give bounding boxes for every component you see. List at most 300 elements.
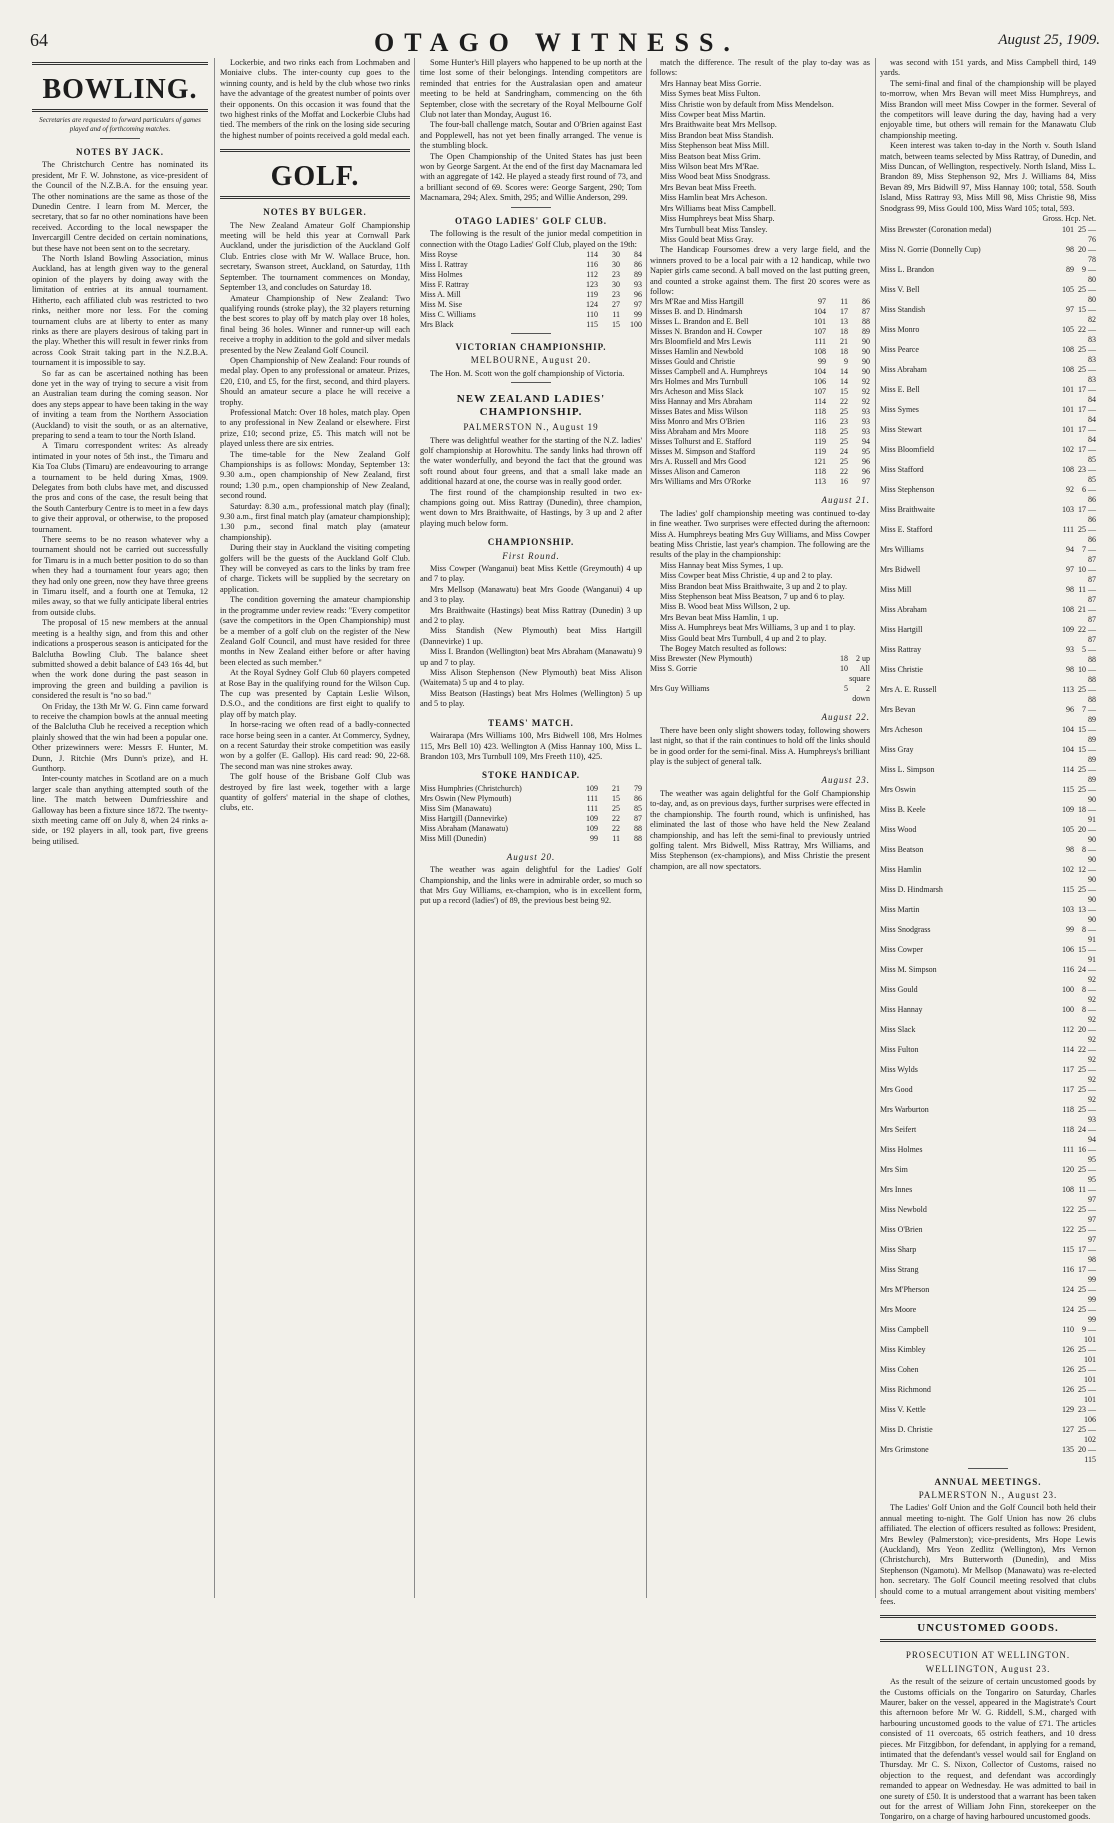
table-cell-name: Miss F. Rattray (420, 279, 469, 289)
table-cell-value: 25 — 92 (1078, 1064, 1096, 1084)
table-cell-value: 8 — 92 (1082, 1004, 1096, 1024)
bogey-head: The Bogey Match resulted as follows: (660, 644, 787, 654)
table-cell-value: 17 — 86 (1078, 504, 1096, 524)
table-row (650, 357, 870, 367)
table-row (880, 1165, 1096, 1185)
table-cell-value: 101 (1062, 404, 1074, 414)
table-cell-value: 98 (1066, 844, 1074, 854)
table-cell-value: 30 (612, 249, 620, 259)
table-cell-value: 97 (1066, 304, 1074, 314)
column-divider (646, 58, 647, 1598)
table-cell-name: Miss Cohen (880, 1364, 919, 1374)
table-row (650, 327, 870, 337)
aug23-dateline: August 23. (821, 775, 870, 786)
annual-meetings-head: ANNUAL MEETINGS. (934, 1476, 1042, 1487)
results-intro: match the difference. The result of the play to-day was as follows: (650, 58, 870, 78)
table-cell-value: 17 — 85 (1078, 444, 1096, 464)
table-cell-value: 25 (612, 803, 620, 813)
table-cell-value: 30 (612, 279, 620, 289)
table-cell-value: 115 (1062, 884, 1074, 894)
first-round-head: First Round. (502, 550, 560, 561)
table-cell-value: 109 (586, 823, 598, 833)
table-cell-value: 108 (1062, 604, 1074, 614)
paragraph: Miss Brandon beat Miss Braithwaite, 3 up and 2 to play. (660, 581, 848, 591)
table-cell-name: Mrs Oswin (New Plymouth) (420, 793, 512, 803)
column-golf (220, 58, 410, 1598)
table-cell-name: Miss Holmes (880, 1144, 923, 1154)
paragraph: Miss Cowper beat Miss Martin. (660, 110, 766, 120)
table-cell-value: 25 — 88 (1078, 684, 1096, 704)
paragraph: Miss Alison Stephenson (New Plymouth) beat Miss Alison (Waitemata) 5 up and 4 to play. (420, 668, 642, 688)
table-cell-name: Mrs Moore (880, 1304, 917, 1314)
victorian-dateline: MELBOURNE, August 20. (470, 355, 592, 366)
table-cell-name: Misses N. Brandon and H. Cowper (650, 327, 763, 337)
table-cell-name: Miss Gray (880, 744, 914, 754)
paragraph: Keen interest was taken to-day in the North v. South Island match, between teams selected by Miss Rattray, of Dunedin, and Miss Duncan, of Wellington, respectively. North Island, Miss L. Brandon 89, Miss Stephenson 92, Mrs J. Williams 84, Miss Bevan 89, Mrs Bidwill 97, Miss Hannay 100; total, 558. South Island, Miss Rattray 93, Miss Mill 98, Miss Christie 98, Miss Snodgrass 99, Miss Gould 100, Miss Ward 105; total, 593. (880, 141, 1096, 213)
paragraph: Mrs Turnbull beat Miss Tansley. (660, 224, 768, 234)
col5-intro: was second with 151 yards, and Miss Campbell third, 149 yards. (880, 58, 1096, 78)
table-cell-value: 123 (586, 279, 598, 289)
table-row (880, 1365, 1096, 1385)
table-cell-name: Miss Kimbley (880, 1344, 926, 1354)
section-title-bowling: BOWLING. (42, 74, 198, 105)
table-cell-value: 18 (840, 654, 848, 664)
table-cell-value: 2 up (856, 654, 870, 664)
table-row (880, 785, 1096, 805)
divider (511, 207, 551, 208)
table-cell-name: Miss Abraham (880, 364, 927, 374)
table-cell-name: Misses Hamlin and Newbold (650, 347, 744, 357)
paragraph: Miss Gould beat Mrs Turnbull, 4 up and 2 to play. (660, 633, 827, 643)
table-cell-name: Miss V. Kettle (880, 1404, 926, 1414)
table-cell-value: 21 (840, 337, 848, 347)
table-cell-value: 17 — 84 (1078, 404, 1096, 424)
table-cell-value: 104 (814, 367, 826, 377)
table-row (650, 664, 870, 684)
aug20-dateline: August 20. (506, 851, 556, 862)
results-list (650, 79, 870, 246)
table-row (880, 645, 1096, 665)
masthead (0, 0, 1114, 60)
table-cell-value: 14 (840, 367, 848, 377)
table-cell-value: 25 — 97 (1078, 1224, 1096, 1244)
bowling-article (32, 160, 208, 847)
table-cell-name: Miss L. Brandon (880, 264, 934, 274)
table-row (880, 405, 1096, 425)
paragraph: In horse-racing we often read of a badly-connected race horse being seen in a canter. At Commercy, Sydney, on a recent Saturday their stroke competition was easily won by a golfer (E. Gallop). His card read: 90, 22-68. The second man was nine strokes away. (220, 720, 410, 771)
table-cell-name: Mrs Guy Williams (650, 684, 710, 694)
customs-text: As the result of the seizure of certain uncustomed goods by the Customs officials on the Tongariro on Saturday, Charles Maurer, baker on the vessel, appeared in the Magistrate's Court this afternoon before Mr W. G. Riddell, S.M., charged with harbouring uncustomed goods to the value of £71. The articles consisted of 11 overcoats, 65 ostrich feathers, and 10 dress pieces. Mr Fitzgibbon, for defendant, in applying for a remand, intimated that the defendant's vessel would sail for England on Thursday. Mr C. S. Nixon, Collector of Customs, raised no objection to the request, and defendant was accordingly remanded to appear on Wednesday. He was admitted to bail in one surety of £50. It is understood that a warrant has been taken out for the arrest of William John Finn, storekeeper on the Tongariro, on a charge of having harboured uncustomed goods. (880, 1677, 1096, 1822)
table-row (420, 290, 642, 300)
table-row (650, 397, 870, 407)
paragraph: Mrs Hannay beat Miss Gorrie. (660, 78, 762, 88)
table-row (650, 417, 870, 427)
table-cell-value: 115 (586, 319, 598, 329)
table-cell-value: 114 (586, 249, 598, 259)
table-cell-value: 25 — 99 (1078, 1304, 1096, 1324)
table-cell-value: 114 (1062, 764, 1074, 774)
paragraph: Miss Cowper beat Miss Christie, 4 up and 2 to play. (660, 571, 833, 581)
aug21-text: The ladies' golf championship meeting was continued to-day in fine weather. Two surprises were effected during the afternoon: Miss A. Humphreys beating Mrs Guy Williams, and Miss Cowper beating Miss Christie, last year's champion. The following are the results of the play in the championship: (650, 508, 870, 560)
table-cell-value: 11 — 97 (1078, 1184, 1096, 1204)
table-cell-value: 25 — 99 (1078, 1284, 1096, 1304)
table-row (880, 1325, 1096, 1345)
golf-article (220, 221, 410, 814)
paragraph: Mrs Braithwaite (Hastings) beat Miss Rattray (Dunedin) 3 up and 2 to play. (420, 605, 642, 626)
table-row (650, 447, 870, 457)
table-cell-value: 93 (862, 417, 870, 427)
table-cell-name: Miss Hamlin (880, 864, 922, 874)
table-cell-name: Mrs Acheson (880, 724, 923, 734)
table-cell-value: 96 (862, 457, 870, 467)
table-cell-value: 15 — 89 (1078, 744, 1096, 764)
table-cell-name: Miss Sharp (880, 1244, 917, 1254)
newspaper-title: OTAGO WITNESS. (374, 28, 740, 57)
table-cell-value: 97 (862, 477, 870, 487)
page-number: 64 (30, 30, 48, 50)
table-cell-value: 119 (814, 447, 826, 457)
table-row (880, 1445, 1096, 1465)
table-cell-name: Miss Newbold (880, 1204, 927, 1214)
table-row (420, 824, 642, 834)
table-cell-name: Miss A. Mill (420, 289, 461, 299)
table-cell-value: 118 (814, 427, 826, 437)
table-cell-value: 108 (1062, 344, 1074, 354)
table-cell-name: Miss Wood (880, 824, 917, 834)
table-cell-value: 104 (1062, 724, 1074, 734)
table-cell-value: 97 (818, 297, 826, 307)
table-row (880, 1305, 1096, 1325)
table-cell-value: 22 (840, 397, 848, 407)
table-cell-name: Miss Braithwaite (880, 504, 935, 514)
table-cell-value: 88 (634, 833, 642, 843)
table-cell-name: Mrs Grimstone (880, 1444, 929, 1454)
table-cell-value: 21 (612, 783, 620, 793)
table-row (880, 1125, 1096, 1145)
table-cell-value: 92 (862, 397, 870, 407)
table-cell-value: 118 (1062, 1104, 1074, 1114)
table-row (880, 1245, 1096, 1265)
table-cell-name: Miss D. Christie (880, 1424, 933, 1434)
table-cell-value: 89 (634, 269, 642, 279)
table-cell-value: 17 — 98 (1078, 1244, 1096, 1264)
table-row (420, 260, 642, 270)
table-cell-value: 101 (1062, 384, 1074, 394)
table-cell-name: Miss Snodgrass (880, 924, 931, 934)
table-cell-value: 96 (634, 289, 642, 299)
table-row (880, 945, 1096, 965)
table-cell-name: Mrs Acheson and Miss Slack (650, 387, 744, 397)
table-cell-name: Mrs Sim (880, 1164, 908, 1174)
subhead-notes-by-bulger: NOTES BY BULGER. (263, 207, 367, 218)
table-cell-value: 105 (1062, 824, 1074, 834)
table-row (880, 1345, 1096, 1365)
annual-dateline: PALMERSTON N., August 23. (918, 1489, 1058, 1500)
table-cell-name: Miss Monro (880, 324, 920, 334)
table-cell-name: Miss Hartgill (880, 624, 923, 634)
table-cell-value: 114 (814, 397, 826, 407)
table-row (880, 725, 1096, 745)
table-row (880, 1385, 1096, 1405)
table-cell-value: 103 (1062, 504, 1074, 514)
table-cell-value: 97 (1066, 564, 1074, 574)
table-cell-value: All square (849, 664, 870, 684)
table-cell-value: 8 — 91 (1082, 924, 1096, 944)
table-row (650, 317, 870, 327)
table-cell-name: Miss Fulton (880, 1044, 919, 1054)
table-row (420, 794, 642, 804)
paragraph: A Timaru correspondent writes: As already intimated in your notes of 5th inst., the Timaru and Kia Toa Clubs (Timaru) are endeavouring to arrange a tournament to be held during Xmas, 1909. Delegates from both clubs have met, and discussed the pros and cons of the case, the result being that the South Canterbury Centre is to meet in a few days to give their approval, or otherwise, to the proposed tournament. (32, 441, 208, 534)
table-row (650, 477, 870, 487)
table-cell-value: 118 (814, 407, 826, 417)
table-cell-value: 116 (586, 259, 598, 269)
table-cell-value: 25 — 76 (1078, 224, 1096, 244)
table-cell-value: 15 — 89 (1078, 724, 1096, 744)
medal-table (880, 225, 1096, 1465)
table-cell-value: 117 (1062, 1084, 1074, 1094)
divider (511, 333, 551, 334)
table-cell-value: 23 (612, 289, 620, 299)
table-cell-value: 25 — 83 (1078, 364, 1096, 384)
table-cell-value: 9 — 101 (1082, 1324, 1096, 1344)
aug22-text: There have been only slight showers today, following showers last night, so that if the rain continues to hold off the links should be in good order for the semi-final. Miss A. Humphreys's brilliant play is the subject of general talk. (650, 725, 870, 767)
table-cell-value: 15 (612, 319, 620, 329)
table-cell-value: 84 (634, 249, 642, 259)
table-cell-value: 7 — 87 (1082, 544, 1096, 564)
table-cell-name: Miss I. Rattray (420, 259, 468, 269)
table-row (880, 545, 1096, 565)
table-cell-name: Misses B. and D. Hindmarsh (650, 307, 743, 317)
table-row (880, 1145, 1096, 1165)
table-cell-value: 11 (840, 297, 848, 307)
table-cell-value: 92 (862, 377, 870, 387)
golf-continued: Some Hunter's Hill players who happened to be up north at the time lost some of their belongings. Intending competitors are reminded that entries for the Australasian open and amateur meeting to be held at Sandringham, commencing on the 6th September, close with the secretary of the Royal Melbourne Golf Club not later than Monday, August 16. (420, 58, 642, 120)
table-cell-value: 25 (840, 457, 848, 467)
table-row (880, 745, 1096, 765)
paragraph: The Open Championship of the United States has just been won by George Sargent. At the end of the first day Macnamara led with an aggregate of 142. He played a steady first round of 73, and a brilliant second of 69. Scores were: George Sargent, 290; Tom Macnamara, 294; Alex. Smith, 295; and Willie Anderson, 299. (420, 151, 642, 203)
table-cell-value: 21 — 87 (1078, 604, 1096, 624)
stroke-handicap-head: STOKE HANDICAP. (481, 770, 581, 781)
table-row (880, 1105, 1096, 1125)
table-cell-name: Miss Stewart (880, 424, 922, 434)
table-cell-value: 11 (612, 833, 620, 843)
table-row (880, 1085, 1096, 1105)
table-cell-name: Misses M. Simpson and Stafford (650, 447, 755, 457)
table-cell-name: Mrs A. E. Russell (880, 684, 937, 694)
table-cell-value: 18 (840, 347, 848, 357)
table-row (650, 347, 870, 357)
table-row (420, 250, 642, 260)
table-cell-name: Miss Beatson (880, 844, 924, 854)
table-cell-value: 89 (862, 327, 870, 337)
table-cell-value: 16 — 95 (1078, 1144, 1096, 1164)
championship-head: CHAMPIONSHIP. (487, 537, 575, 548)
table-cell-value: 20 — 92 (1078, 1024, 1096, 1044)
paragraph: Miss Humphreys beat Miss Sharp. (660, 214, 775, 224)
table-cell-value: 22 (612, 823, 620, 833)
teams-match-text: Wairarapa (Mrs Williams 100, Mrs Bidwell 108, Mrs Holmes 115, Mrs Bell 10) 423. Wellington A (Miss Hannay 100, Miss L. Brandon 103, Mrs Turnbull 109, Mrs Freeth 110), 425. (420, 731, 642, 761)
table-cell-value: 102 (1062, 864, 1074, 874)
table-cell-value: 122 (1062, 1204, 1074, 1214)
foursomes-text: The Handicap Foursomes drew a very large field, and the winners proved to be a local pair with a 12 handicap, while two Napier girls came second. A ball moved on the last putting green, and counted a stroke against them. The first 20 scores were as follow: (650, 245, 870, 296)
section-header-frame (220, 149, 410, 199)
table-row (650, 297, 870, 307)
table-cell-value: 25 — 83 (1078, 344, 1096, 364)
table-cell-value: 25 — 101 (1078, 1384, 1096, 1404)
paragraph: The North Island Bowling Association, minus Auckland, has at length given way to the general opinion of the players by doing away with the limitation of entries at its annual tournament. Hitherto, each affiliated club was restricted to two rinks, neither more nor less. For the coming tournament clubs are at liberty to enter as many rinks as there are players desirous of taking part in the play. Whether this will result in fewer rinks from across Cook Strait taking part in the N.Z.B.A. tournament it is impossible to say. (32, 254, 208, 368)
table-cell-value: 92 (862, 387, 870, 397)
table-row (880, 365, 1096, 385)
table-cell-value: 90 (862, 337, 870, 347)
paragraph: Mrs Braithwaite beat Mrs Mellsop. (660, 120, 777, 130)
divider (511, 382, 551, 383)
table-row (880, 505, 1096, 525)
paragraph: Professional Match: Over 18 holes, match play. Open to any professional in New Zealand or elsewhere. First prize, £10; second prize, £5. This match will not be played unless there are six entries. (220, 407, 410, 449)
table-cell-value: 127 (1062, 1424, 1074, 1434)
table-row (880, 1205, 1096, 1225)
table-row (880, 285, 1096, 305)
column-medal-and-customs (880, 58, 1096, 1822)
divider (100, 138, 140, 139)
table-cell-value: 94 (862, 437, 870, 447)
table-cell-value: 25 — 90 (1078, 884, 1096, 904)
table-row (880, 465, 1096, 485)
table-cell-value: 25 (840, 407, 848, 417)
table-cell-value: 10 — 87 (1078, 564, 1096, 584)
table-row (880, 685, 1096, 705)
table-row (650, 337, 870, 347)
table-cell-name: Misses Tolhurst and E. Stafford (650, 437, 752, 447)
table-cell-name: Mrs A. Russell and Mrs Good (650, 457, 747, 467)
table-cell-value: 27 (612, 299, 620, 309)
table-cell-value: 2 down (852, 684, 870, 704)
table-cell-name: Mrs Black (420, 319, 454, 329)
table-cell-value: 86 (862, 297, 870, 307)
table-cell-name: Miss Mill (880, 584, 912, 594)
golf-notes (420, 120, 642, 203)
table-row (880, 885, 1096, 905)
table-cell-value: 25 — 102 (1078, 1424, 1096, 1444)
paragraph: Miss Hamlin beat Mrs Acheson. (660, 193, 768, 203)
table-cell-value: 119 (586, 289, 598, 299)
paragraph: Miss A. Humphreys beat Mrs Williams, 3 up and 1 to play. (660, 623, 856, 633)
table-cell-value: 15 — 82 (1078, 304, 1096, 324)
table-cell-value: 89 (1066, 264, 1074, 274)
table-cell-name: Miss B. Keele (880, 804, 926, 814)
table-cell-value: 93 (1066, 644, 1074, 654)
table-cell-name: Miss D. Hindmarsh (880, 884, 943, 894)
table-cell-value: 92 (1066, 484, 1074, 494)
paragraph: On Friday, the 13th Mr W. G. Finn came forward to receive the champion bowls at the annual meeting of the Balclutha Club he received a reception which plainly showed that the win had been a popular one. Other prizewinners were: Messrs F. Hunter, M. Dunn, J. Ritchie (Mrs Dunn's prize), and H. Gunthorp. (32, 701, 208, 773)
table-cell-value: 24 (840, 447, 848, 457)
section-note: Secretaries are requested to forward particulars of games played and of forthcoming matches. (39, 116, 201, 133)
table-cell-value: 116 (814, 417, 826, 427)
table-cell-name: Misses Gould and Christie (650, 357, 736, 367)
table-cell-value: 98 (1066, 584, 1074, 594)
table-row (880, 605, 1096, 625)
table-cell-value: 6 — 86 (1082, 484, 1096, 504)
table-row (880, 965, 1096, 985)
otago-ladies-intro: The following is the result of the junior medal competition in connection with the Otago Ladies' Golf Club, played on the 19th: (420, 229, 642, 249)
paragraph: Miss Symes beat Miss Fulton. (660, 89, 761, 99)
table-cell-name: Mrs M'Rae and Miss Hartgill (650, 297, 744, 307)
table-cell-value: 101 (1062, 224, 1074, 234)
table-cell-value: 8 — 90 (1082, 844, 1096, 864)
paragraph: Miss B. Wood beat Miss Willson, 2 up. (660, 602, 791, 612)
table-cell-value: 95 (862, 447, 870, 457)
table-row (880, 905, 1096, 925)
table-cell-value: 22 (840, 467, 848, 477)
table-row (420, 784, 642, 794)
table-cell-value: 118 (814, 467, 826, 477)
table-cell-name: Miss Gould (880, 984, 918, 994)
paragraph: Open Championship of New Zealand: Four rounds of medal play. Open to any professional or amateur. Prizes, £20, £10, and £5, for the first, second, and third players. Should an amateur secure a place he will receive a trophy. (220, 355, 410, 407)
table-row (880, 425, 1096, 445)
otago-ladies-table (420, 250, 642, 330)
table-cell-name: Miss E. Stafford (880, 524, 933, 534)
table-cell-name: Mrs M'Pherson (880, 1284, 930, 1294)
aug20-text: The weather was again delightful for the Ladies' Golf Championship, and the links were in admirable order, so much so that Mrs Guy Williams, ex-champion, who is in excellent form, put up a record (ladies') of 89, the previous best being 92. (420, 865, 642, 906)
table-row (880, 445, 1096, 465)
table-cell-value: 100 (1062, 1004, 1074, 1014)
table-row (880, 1045, 1096, 1065)
aug21-dateline: August 21. (821, 495, 870, 506)
table-cell-value: 30 (612, 259, 620, 269)
table-cell-value: 122 (1062, 1224, 1074, 1234)
table-row (420, 804, 642, 814)
table-row (880, 845, 1096, 865)
table-cell-value: 17 — 84 (1078, 384, 1096, 404)
table-row (880, 385, 1096, 405)
table-row (650, 407, 870, 417)
table-cell-name: Mrs Bidwell (880, 564, 921, 574)
paragraph: The golf house of the Brisbane Golf Club was destroyed by fire last week, together with a large quantity of golfers' material in the shape of clothes, clubs, etc. (220, 772, 410, 813)
table-row (880, 345, 1096, 365)
table-cell-name: Miss Cowper (880, 944, 923, 954)
table-cell-name: Mrs Oswin (880, 784, 916, 794)
foursomes-table (650, 297, 870, 487)
paragraph: At the Royal Sydney Golf Club 60 players competed at Rose Bay in the qualifying round for the Wilson Cup. The cup was presented by Captain Leslie Wilson, D.S.O., and the conditions are first eight to qualify to play off by match play. (220, 668, 410, 719)
paragraph: Miss Hannay beat Miss Symes, 1 up. (660, 560, 784, 570)
table-cell-value: 93 (862, 427, 870, 437)
table-cell-value: 25 — 95 (1078, 1164, 1096, 1184)
table-cell-name: Miss Richmond (880, 1384, 931, 1394)
table-cell-value: 17 — 84 (1078, 424, 1096, 444)
table-cell-name: Misses L. Brandon and E. Bell (650, 317, 749, 327)
table-cell-name: Mrs Holmes and Mrs Turnbull (650, 377, 748, 387)
table-cell-value: 107 (814, 327, 826, 337)
paragraph: The proposal of 15 new members at the annual meeting is a healthy sign, and from this and other indications a prosperous season is anticipated for the Balclutha Bowling Club. The balance sheet submitted showed a debit balance of £43 16s 4d, but when the work done during the past season in improving the green and building a pavilion is considered the result is "no so bad." (32, 618, 208, 701)
table-cell-name: Miss L. Simpson (880, 764, 935, 774)
paragraph: Miss Stephenson beat Miss Mill. (660, 141, 770, 151)
table-cell-value: 111 (1062, 1144, 1074, 1154)
table-cell-value: 98 (1066, 244, 1074, 254)
table-cell-value: 18 — 91 (1078, 804, 1096, 824)
victorian-title: VICTORIAN CHAMPIONSHIP. (455, 341, 607, 352)
table-row (880, 525, 1096, 545)
table-cell-value: 111 (814, 337, 826, 347)
table-row (420, 300, 642, 310)
table-cell-value: 9 (844, 357, 848, 367)
table-cell-value: 111 (1062, 524, 1074, 534)
nz-ladies-title: NEW ZEALAND LADIES' CHAMPIONSHIP. (456, 393, 606, 419)
table-cell-name: Miss Hannay (880, 1004, 923, 1014)
table-row (880, 625, 1096, 645)
table-cell-value: 22 (612, 813, 620, 823)
table-cell-value: 11 (612, 309, 620, 319)
table-cell-value: 99 (634, 309, 642, 319)
table-cell-name: Misses Bates and Miss Wilson (650, 407, 748, 417)
